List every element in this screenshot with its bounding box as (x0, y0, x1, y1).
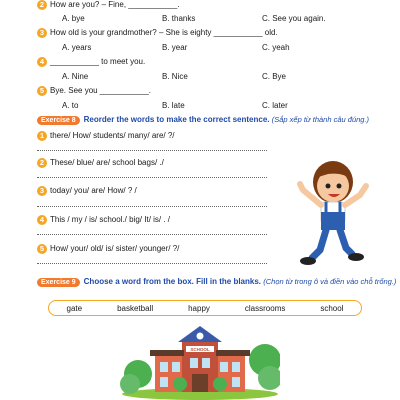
question-text: Bye. See you ___________. (50, 86, 151, 96)
option-a: A. years (62, 43, 92, 52)
option-c: C. See you again. (262, 14, 326, 23)
item-number: 1 (37, 131, 47, 141)
item-number: 3 (37, 186, 47, 196)
school-illustration (120, 322, 280, 400)
answer-line[interactable] (37, 234, 267, 235)
question-2 (37, 0, 179, 10)
reorder-item-3 (37, 186, 137, 196)
exercise-title: Choose a word from the box. Fill in the blanks. (83, 277, 262, 286)
item-text: there/ How/ students/ many/ are/ ?/ (50, 131, 175, 141)
reorder-item-4 (37, 215, 170, 225)
word-option: basketball (117, 303, 154, 313)
option-c: C. yeah (262, 43, 290, 52)
item-text: today/ you/ are/ How/ ? / (50, 186, 137, 196)
option-b: B. Nice (162, 72, 188, 81)
answer-line[interactable] (37, 263, 267, 264)
exercise-title: Reorder the words to make the correct sentence. (83, 115, 270, 124)
word-option: gate (66, 303, 83, 313)
boy-illustration (288, 150, 378, 270)
question-4 (37, 57, 145, 67)
exercise-8-heading (37, 115, 369, 125)
item-number: 2 (37, 158, 47, 168)
exercise-badge: Exercise 9 (37, 278, 80, 287)
option-c: C. Bye (262, 72, 287, 81)
question-number: 4 (37, 57, 47, 67)
question-text: How old is your grandmother? – She is eighty ___________ old. (50, 28, 278, 38)
reorder-item-1 (37, 131, 175, 141)
question-number: 2 (37, 0, 47, 10)
option-a: A. bye (62, 14, 85, 23)
item-number: 4 (37, 215, 47, 225)
question-number: 5 (37, 86, 47, 96)
exercise-subtitle: (Chọn từ trong ô và điền vào chỗ trống.) (263, 277, 397, 286)
reorder-item-2 (37, 158, 164, 168)
school-sign: SCHOOL (190, 347, 210, 352)
question-text: ___________ to meet you. (50, 57, 146, 67)
option-b: B. thanks (162, 14, 196, 23)
answer-line[interactable] (37, 150, 267, 151)
word-box (48, 300, 362, 316)
question-3 (37, 28, 278, 38)
item-text: How/ your/ old/ is/ sister/ younger/ ?/ (50, 244, 180, 254)
question-text: How are you? – Fine, ___________. (50, 0, 180, 10)
item-text: This / my / is/ school./ big/ It/ is/ . / (50, 215, 171, 225)
question-5 (37, 86, 151, 96)
option-c: C. later (262, 101, 288, 110)
option-a: A. to (62, 101, 79, 110)
item-number: 5 (37, 244, 47, 254)
answer-line[interactable] (37, 206, 267, 207)
word-option: happy (188, 303, 210, 313)
exercise-subtitle: (Sắp xếp từ thành câu đúng.) (271, 115, 370, 124)
option-b: B. year (162, 43, 188, 52)
word-option: classrooms (244, 303, 286, 313)
exercise-badge: Exercise 8 (37, 116, 80, 125)
answer-line[interactable] (37, 177, 267, 178)
option-a: A. Nine (62, 72, 89, 81)
word-option: school (320, 303, 344, 313)
reorder-item-5 (37, 244, 179, 254)
option-b: B. late (162, 101, 185, 110)
item-text: These/ blue/ are/ school bags/ ./ (50, 158, 164, 168)
question-number: 3 (37, 28, 47, 38)
exercise-9-heading (37, 277, 396, 287)
